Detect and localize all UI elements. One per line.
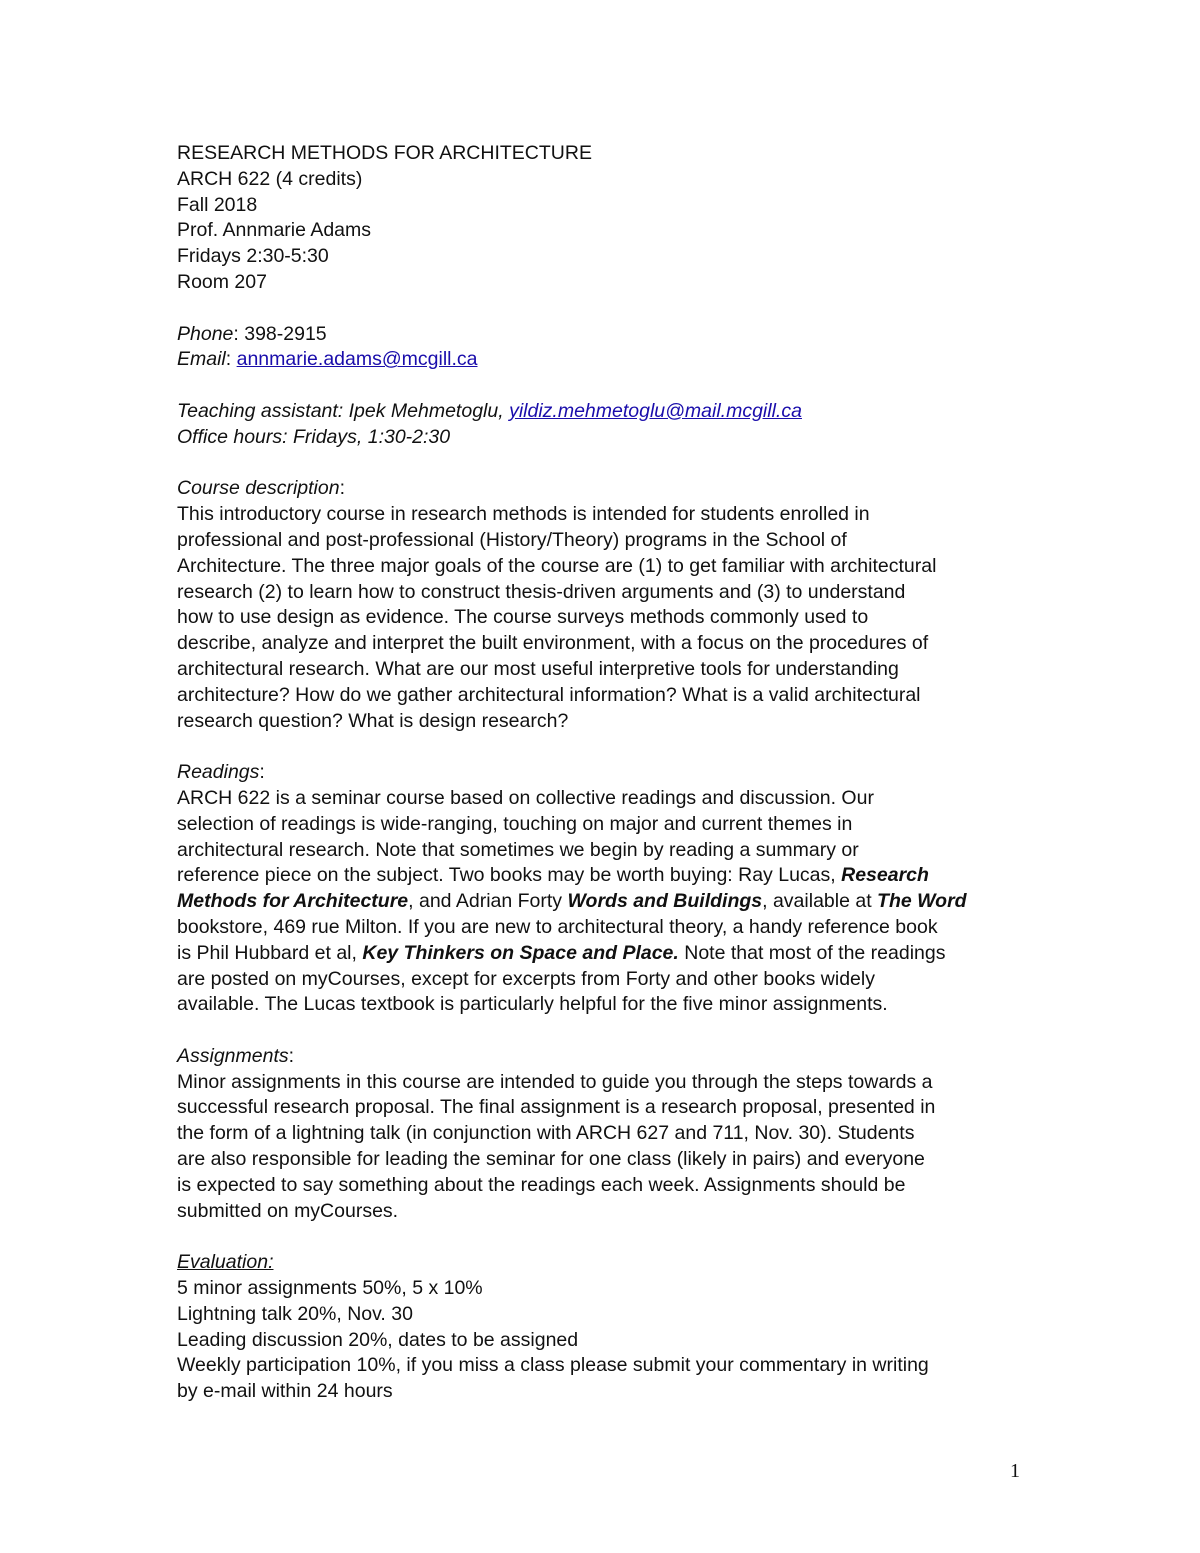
description-line: Architecture. The three major goals of the course are (1) to get familiar with architectural (177, 554, 937, 577)
ta-label: Teaching assistant: Ipek Mehmetoglu, (177, 399, 510, 422)
readings-heading-colon: : (259, 761, 265, 784)
book-title-hubbard: Key Thinkers on Space and Place. (362, 941, 679, 964)
phone-label: Phone (177, 322, 234, 345)
book-title-lucas: Research (841, 864, 929, 887)
assignments-line: Minor assignments in this course are intended to guide you through the steps towards a (177, 1070, 933, 1093)
course-schedule: Fridays 2:30-5:30 (177, 245, 329, 268)
description-line: This introductory course in research methods is intended for students enrolled in (177, 503, 870, 526)
readings-text: , and Adrian Forty (408, 890, 568, 913)
readings-text: reference piece on the subject. Two books may be worth buying: Ray Lucas, (177, 864, 842, 887)
readings-line (177, 863, 1037, 889)
book-title-forty: Words and Buildings (567, 890, 763, 913)
evaluation-item: Weekly participation 10%, if you miss a class please submit your commentary in writing (177, 1354, 929, 1377)
assignments-heading-colon: : (288, 1044, 295, 1067)
assignments-line: submitted on myCourses. (177, 1199, 399, 1222)
readings-heading-text: Readings (177, 761, 260, 784)
readings-line: selection of readings is wide-ranging, touching on major and current themes in (177, 812, 853, 835)
course-code: ARCH 622 (4 credits) (177, 167, 363, 190)
description-heading-text: Course description (177, 477, 340, 500)
readings-line: bookstore, 469 rue Milton. If you are new to architectural theory, a handy reference book (177, 915, 938, 938)
ta-line (177, 399, 1037, 425)
course-title: RESEARCH METHODS FOR ARCHITECTURE (177, 142, 592, 164)
assignments-line: is expected to say something about the readings each week. Assignments should be (177, 1173, 906, 1196)
syllabus-page (177, 141, 1037, 1405)
description-heading (177, 476, 1037, 502)
readings-line: ARCH 622 is a seminar course based on collective readings and discussion. Our (177, 786, 874, 809)
assignments-line: successful research proposal. The final assignment is a research proposal, presented in (177, 1096, 936, 1119)
assignments-line: the form of a lightning talk (in conjunction with ARCH 627 and 711, Nov. 30). Students (177, 1122, 915, 1145)
assignments-heading-text: Assignments (177, 1044, 289, 1067)
readings-line: are posted on myCourses, except for excerpts from Forty and other books widely (177, 967, 875, 990)
assignments-line: are also responsible for leading the seminar for one class (likely in pairs) and everyone (177, 1148, 925, 1171)
phone-line (177, 322, 1037, 348)
description-line: professional and post-professional (History/Theory) programs in the School of (177, 528, 847, 551)
description-line: architectural research. What are our most useful interpretive tools for understanding (177, 657, 899, 680)
readings-text: , available at (762, 890, 878, 913)
course-professor: Prof. Annmarie Adams (177, 219, 372, 242)
readings-text: is Phil Hubbard et al, (177, 941, 363, 964)
professor-email-link[interactable]: annmarie.adams@mcgill.ca (236, 348, 478, 371)
course-term: Fall 2018 (177, 193, 258, 216)
evaluation-heading: Evaluation: (177, 1251, 274, 1274)
assignments-heading (177, 1044, 1037, 1070)
course-room: Room 207 (177, 270, 267, 293)
email-separator: : (225, 348, 237, 371)
bookstore-name: The Word (877, 890, 967, 913)
readings-line (177, 889, 1037, 915)
description-line: describe, analyze and interpret the built environment, with a focus on the procedures of (177, 632, 929, 655)
evaluation-item: Leading discussion 20%, dates to be assigned (177, 1328, 579, 1351)
email-line (177, 347, 1037, 373)
readings-line: available. The Lucas textbook is particularly helpful for the five minor assignments. (177, 993, 888, 1016)
evaluation-item: 5 minor assignments 50%, 5 x 10% (177, 1277, 483, 1300)
description-line: architecture? How do we gather architectural information? What is a valid architectural (177, 683, 921, 706)
readings-line: architectural research. Note that sometimes we begin by reading a summary or (177, 838, 859, 861)
readings-heading (177, 760, 1037, 786)
evaluation-item: Lightning talk 20%, Nov. 30 (177, 1302, 413, 1325)
page-number: 1 (1010, 1460, 1020, 1482)
readings-line (177, 941, 1037, 967)
office-hours: Office hours: Fridays, 1:30-2:30 (177, 425, 451, 448)
book-title-lucas-cont: Methods for Architecture (177, 890, 409, 913)
email-label: Email (177, 348, 226, 371)
ta-email-link[interactable]: yildiz.mehmetoglu@mail.mcgill.ca (509, 399, 802, 422)
description-line: research question? What is design research? (177, 709, 569, 732)
evaluation-item: by e-mail within 24 hours (177, 1380, 393, 1403)
description-heading-colon: : (339, 477, 346, 500)
description-line: research (2) to learn how to construct thesis-driven arguments and (3) to understand (177, 580, 906, 603)
readings-text: Note that most of the readings (678, 941, 946, 964)
phone-value: : 398-2915 (233, 322, 327, 345)
description-line: how to use design as evidence. The course surveys methods commonly used to (177, 606, 869, 629)
